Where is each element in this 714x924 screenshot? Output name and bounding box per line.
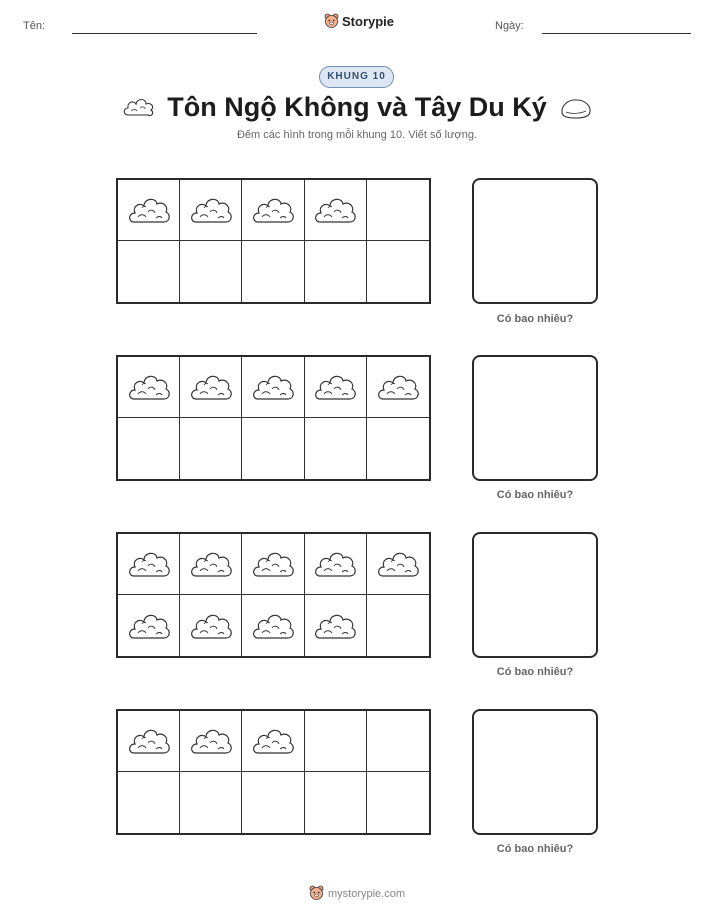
stone-icon — [559, 95, 593, 121]
frame-cell — [118, 711, 180, 772]
cloud-icon — [375, 546, 421, 582]
frame-cell — [118, 180, 180, 241]
frame-cell — [242, 595, 304, 656]
frame-cell — [242, 180, 304, 241]
frame-cell — [118, 595, 180, 656]
ten-frame-badge: KHUNG 10 — [319, 66, 394, 88]
frame-cell — [118, 772, 180, 833]
frame-cell — [242, 357, 304, 418]
frame-cell — [180, 180, 242, 241]
answer-box-1[interactable] — [472, 178, 598, 304]
cloud-icon — [126, 723, 172, 759]
cloud-icon — [312, 192, 358, 228]
cloud-icon — [188, 723, 234, 759]
frame-cell — [367, 357, 429, 418]
frame-cell — [305, 357, 367, 418]
cloud-icon — [312, 608, 358, 644]
bear-icon — [324, 13, 339, 30]
frame-cell — [305, 595, 367, 656]
answer-label-3: Có bao nhiêu? — [496, 666, 574, 678]
frame-cell — [242, 772, 304, 833]
frame-cell — [305, 711, 367, 772]
frame-cell — [180, 595, 242, 656]
date-label: Ngày: — [495, 20, 524, 32]
cloud-icon — [188, 546, 234, 582]
frame-cell — [242, 241, 304, 302]
cloud-icon — [250, 369, 296, 405]
answer-label-2: Có bao nhiêu? — [496, 489, 574, 501]
frame-cell — [367, 418, 429, 479]
name-label: Tên: — [23, 20, 46, 32]
footer-site: mystorypie.com — [327, 887, 406, 900]
answer-label-1: Có bao nhiêu? — [496, 313, 574, 325]
frame-cell — [242, 711, 304, 772]
cloud-icon — [126, 192, 172, 228]
frame-cell — [180, 357, 242, 418]
cloud-icon — [250, 192, 296, 228]
cloud-icon — [312, 369, 358, 405]
answer-box-3[interactable] — [472, 532, 598, 658]
frame-cell — [367, 772, 429, 833]
frame-cell — [118, 418, 180, 479]
name-line[interactable] — [72, 33, 257, 34]
cloud-icon — [250, 723, 296, 759]
frame-cell — [180, 418, 242, 479]
cloud-icon — [126, 369, 172, 405]
frame-cell — [305, 418, 367, 479]
frame-cell — [180, 241, 242, 302]
storypie-logo — [324, 13, 394, 30]
frame-cell — [305, 241, 367, 302]
frame-cell — [367, 595, 429, 656]
answer-label-4: Có bao nhiêu? — [496, 843, 574, 855]
frame-cell — [180, 534, 242, 595]
frame-cell — [118, 241, 180, 302]
frame-cell — [305, 180, 367, 241]
bear-icon — [309, 885, 324, 902]
cloud-icon — [250, 546, 296, 582]
page-title: Tôn Ngộ Không và Tây Du Ký — [167, 92, 547, 122]
cloud-icon — [188, 192, 234, 228]
cloud-icon — [188, 608, 234, 644]
footer — [0, 885, 714, 902]
frame-cell — [118, 357, 180, 418]
answer-box-4[interactable] — [472, 709, 598, 835]
frame-cell — [367, 180, 429, 241]
frame-cell — [118, 534, 180, 595]
ten-frame-1 — [116, 178, 431, 304]
date-line[interactable] — [542, 33, 691, 34]
frame-cell — [242, 534, 304, 595]
frame-cell — [367, 534, 429, 595]
brand-name: Storypie — [342, 14, 395, 29]
frame-cell — [367, 241, 429, 302]
ten-frame-3 — [116, 532, 431, 658]
cloud-icon — [188, 369, 234, 405]
ten-frame-4 — [116, 709, 431, 835]
cloud-icon — [126, 608, 172, 644]
ten-frame-2 — [116, 355, 431, 481]
frame-cell — [367, 711, 429, 772]
frame-cell — [305, 772, 367, 833]
cloud-icon — [250, 608, 296, 644]
cloud-icon — [375, 369, 421, 405]
instructions: Đếm các hình trong mỗi khung 10. Viết số lượng. — [236, 129, 477, 141]
cloud-icon — [126, 546, 172, 582]
frame-cell — [242, 418, 304, 479]
frame-cell — [305, 534, 367, 595]
cloud-icon — [312, 546, 358, 582]
frame-cell — [180, 711, 242, 772]
frame-cell — [180, 772, 242, 833]
answer-box-2[interactable] — [472, 355, 598, 481]
